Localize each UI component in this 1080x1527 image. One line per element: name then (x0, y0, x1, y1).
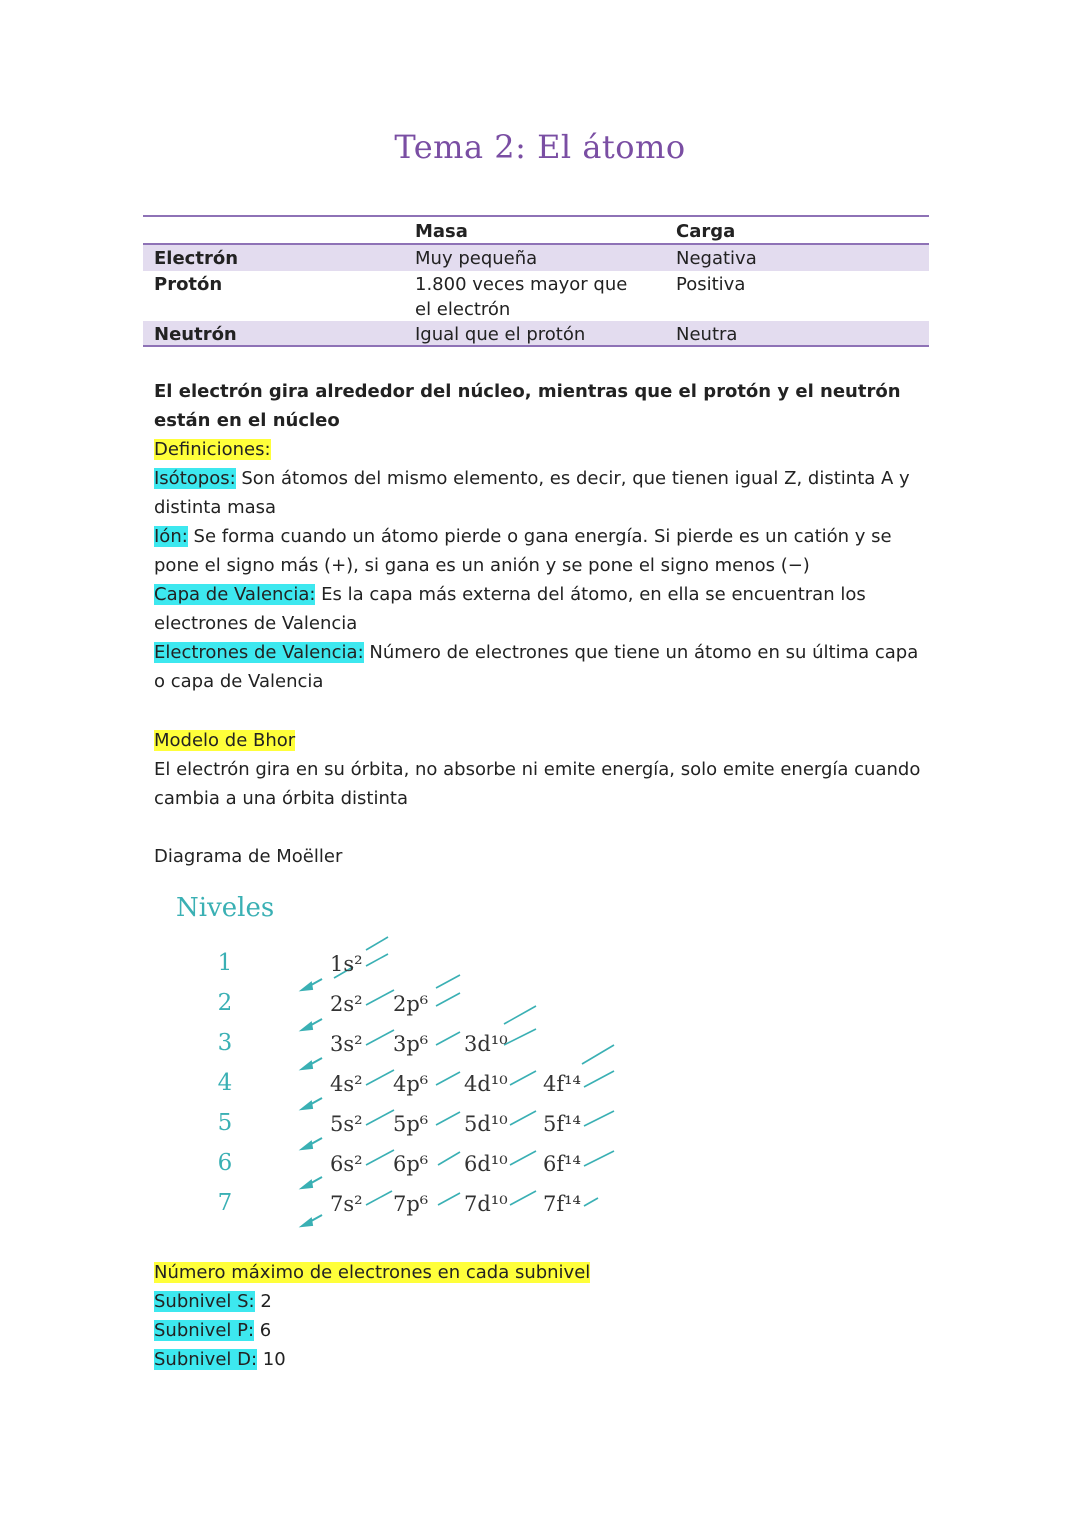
level-number: 4 (217, 1070, 233, 1096)
diagonal-line (366, 1030, 394, 1045)
orbital: 6s² (330, 1152, 363, 1176)
diagonal-line (366, 954, 388, 966)
orbital: 3s² (330, 1032, 363, 1056)
diagonal-line (510, 1151, 536, 1165)
orbital: 7f¹⁴ (543, 1192, 581, 1216)
header-mass: Masa (415, 221, 468, 242)
diagonal-line (366, 937, 388, 950)
diagonal-line (366, 1191, 392, 1205)
page-title: Tema 2: El átomo (394, 128, 686, 166)
orbital: 7s² (330, 1192, 363, 1216)
orbital: 4s² (330, 1072, 363, 1096)
table-bottom-rule (143, 345, 929, 347)
diagonal-line (438, 1193, 460, 1205)
diagonal-line (438, 1152, 460, 1165)
diagonal-line (436, 993, 460, 1006)
arrow-head (302, 1219, 312, 1226)
diagonal-line (366, 990, 394, 1005)
table-top-rule (143, 215, 929, 217)
diagonal-line (584, 1111, 614, 1126)
row-electron-name: Electrón (154, 248, 239, 269)
orbital: 6f¹⁴ (543, 1152, 581, 1176)
subnivel-d: Subnivel D: 10 (154, 1349, 286, 1370)
orbital: 4d¹⁰ (464, 1072, 508, 1096)
bohr-heading: Modelo de Bhor (154, 730, 296, 751)
diagonal-line (436, 1072, 460, 1085)
orbital: 6p⁶ (393, 1152, 429, 1176)
level-number: 6 (217, 1150, 233, 1176)
orbital: 4p⁶ (393, 1072, 429, 1096)
level-number: 1 (217, 950, 233, 976)
moeller-diagram (170, 893, 630, 1233)
intro-paragraph: El electrón gira alrededor del núcleo, mientras que el protón y el neutrón están en el núcleo (154, 381, 901, 431)
orbital: 2s² (330, 992, 363, 1016)
level-number: 7 (217, 1190, 233, 1216)
diagonal-line (584, 1151, 614, 1166)
orbital: 6d¹⁰ (464, 1152, 508, 1176)
definition-isotopos: Isótopos: Son átomos del mismo elemento, es decir, que tienen igual Z, distinta A y distinta masa (154, 468, 910, 518)
orbital: 3p⁶ (393, 1032, 429, 1056)
levels-label: Niveles (176, 893, 275, 923)
diagonal-line (510, 1111, 536, 1125)
diagonal-line (366, 1150, 394, 1165)
orbital: 5s² (330, 1112, 363, 1136)
subnivel-p: Subnivel P: 6 (154, 1320, 272, 1341)
diagonal-line (366, 1070, 394, 1085)
level-number: 3 (217, 1030, 233, 1056)
orbital: 4f¹⁴ (543, 1072, 581, 1096)
moeller-heading: Diagrama de Moëller (154, 846, 343, 867)
arrow-head (302, 983, 312, 990)
diagonal-line (510, 1191, 536, 1205)
row-proton-name: Protón (154, 274, 223, 295)
row-neutron-name: Neutrón (154, 324, 237, 345)
level-number: 2 (217, 990, 233, 1016)
orbital: 1s² (330, 952, 363, 976)
definition-capa-valencia: Capa de Valencia: Es la capa más externa del átomo, en ella se encuentran los electrones de Valencia (154, 584, 866, 634)
orbital: 7p⁶ (393, 1192, 429, 1216)
row-neutron-charge: Neutra (676, 324, 738, 345)
definition-electrones-valencia: Electrones de Valencia: Número de electrones que tiene un átomo en su última capa o capa de Valencia (154, 642, 919, 692)
orbital: 7d¹⁰ (464, 1192, 508, 1216)
diagonal-line (436, 1032, 460, 1045)
arrow-head (302, 1102, 312, 1109)
definition-ion: Ión: Se forma cuando un átomo pierde o gana energía. Si pierde es un catión y se pone el signo más (+), si gana es un anión y se pone el signo menos (−) (154, 526, 892, 576)
arrow-head (302, 1142, 312, 1149)
diagonal-line (584, 1198, 598, 1206)
diagonal-line (584, 1071, 614, 1087)
row-proton-mass: 1.800 veces mayor que el electrón (415, 274, 628, 320)
arrow-head (302, 1023, 312, 1030)
bohr-text: El electrón gira en su órbita, no absorbe ni emite energía, solo emite energía cuando cambia a una órbita distinta (154, 759, 921, 809)
orbital: 5f¹⁴ (543, 1112, 581, 1136)
header-charge: Carga (676, 221, 736, 242)
diagonal-line (366, 1110, 394, 1125)
diagonal-line (504, 1029, 536, 1045)
orbital: 2p⁶ (393, 992, 429, 1016)
arrow-head (302, 1181, 312, 1188)
diagonal-line (504, 1006, 536, 1024)
orbital: 5d¹⁰ (464, 1112, 508, 1136)
arrow-head (302, 1062, 312, 1069)
diagonal-line (582, 1045, 614, 1064)
row-proton-charge: Positiva (676, 274, 746, 295)
orbital: 5p⁶ (393, 1112, 429, 1136)
row-neutron-mass: Igual que el protón (415, 324, 586, 345)
definitions-heading: Definiciones: (154, 439, 271, 460)
diagonal-line (510, 1071, 536, 1085)
subnivel-s: Subnivel S: 2 (154, 1291, 272, 1312)
diagonal-line (436, 1112, 460, 1125)
moeller-diagonal-arrows (170, 893, 630, 1233)
level-number: 5 (217, 1110, 233, 1136)
row-electron-charge: Negativa (676, 248, 757, 269)
diagonal-line (436, 975, 460, 988)
max-electrons-heading: Número máximo de electrones en cada subnivel (154, 1262, 591, 1283)
row-electron-mass: Muy pequeña (415, 248, 538, 269)
orbital: 3d¹⁰ (464, 1032, 508, 1056)
